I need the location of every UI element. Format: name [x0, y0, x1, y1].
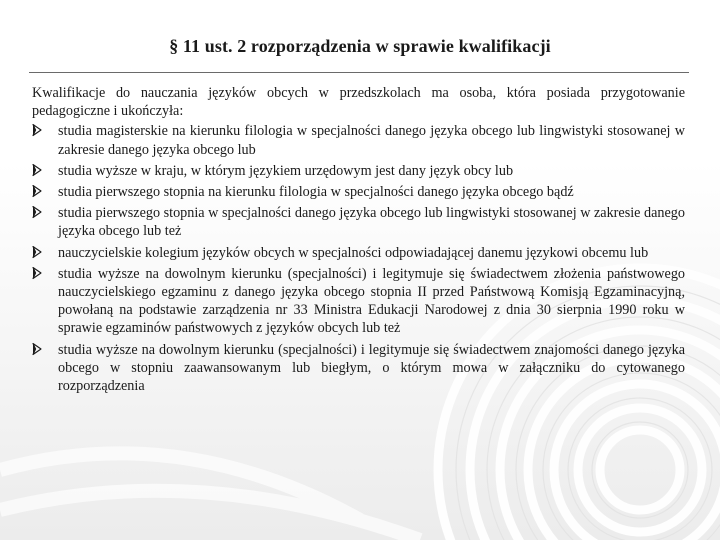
arrow-bullet-icon — [32, 163, 42, 177]
list-item — [32, 265, 685, 338]
list-item-text: studia pierwszego stopnia na kierunku filologia w specjalności danego języka obcego bądź — [58, 184, 574, 201]
list-item-text: studia wyższe w kraju, w którym językiem urzędowym jest dany język obcy lub — [58, 162, 514, 179]
arrow-bullet-icon — [32, 245, 42, 259]
list-item-text: studia wyższe na dowolnym kierunku (specjalności) i legitymuje się świadectwem znajomości danego języka obcego w stopniu zaawansowanym lub biegłym, o którym mowa w załączniku do cytowanego rozporządzenia — [58, 341, 685, 395]
list-item — [32, 341, 685, 396]
arrow-bullet-icon — [32, 123, 42, 137]
list-item — [32, 183, 685, 201]
list-item — [32, 162, 685, 180]
arrow-bullet-icon — [32, 266, 42, 280]
arrow-bullet-icon — [32, 342, 42, 356]
list-item — [32, 204, 685, 240]
list-item-text: studia wyższe na dowolnym kierunku (specjalności) i legitymuje się świadectwem złożenia państwowego nauczycielskiego egzaminu z danego języka obcego stopnia II przed Państwową Komisją Egzaminacyjną, powołaną na podstawie zarządzenia nr 33 Ministra Edukacji Narodowej z dnia 30 sierpnia 1990 roku w sprawie egzaminów państwowych z języków obcych lub też — [58, 265, 685, 337]
arrow-bullet-icon — [32, 205, 42, 219]
title-divider — [29, 72, 689, 73]
list-item-text: nauczycielskie kolegium języków obcych w specjalności odpowiadającej danemu językowi obcemu lub — [58, 244, 649, 261]
list-item — [32, 122, 685, 158]
list-item-text: studia magisterskie na kierunku filologia w specjalności danego języka obcego lub lingwistyki stosowanej w zakresie danego języka obcego lub — [58, 123, 685, 158]
slide-title: § 11 ust. 2 rozporządzenia w sprawie kwalifikacji — [169, 36, 551, 56]
qualification-list — [32, 122, 685, 395]
arrow-bullet-icon — [32, 184, 42, 198]
intro-paragraph: Kwalifikacje do nauczania języków obcych w przedszkolach ma osoba, która posiada przygotowanie pedagogiczne i ukończyła: — [32, 85, 685, 120]
slide-content — [32, 84, 685, 398]
list-item — [32, 244, 685, 262]
list-item-text: studia pierwszego stopnia w specjalności danego języka obcego lub lingwistyki stosowanej w zakresie danego języka obcego lub też — [58, 205, 685, 240]
